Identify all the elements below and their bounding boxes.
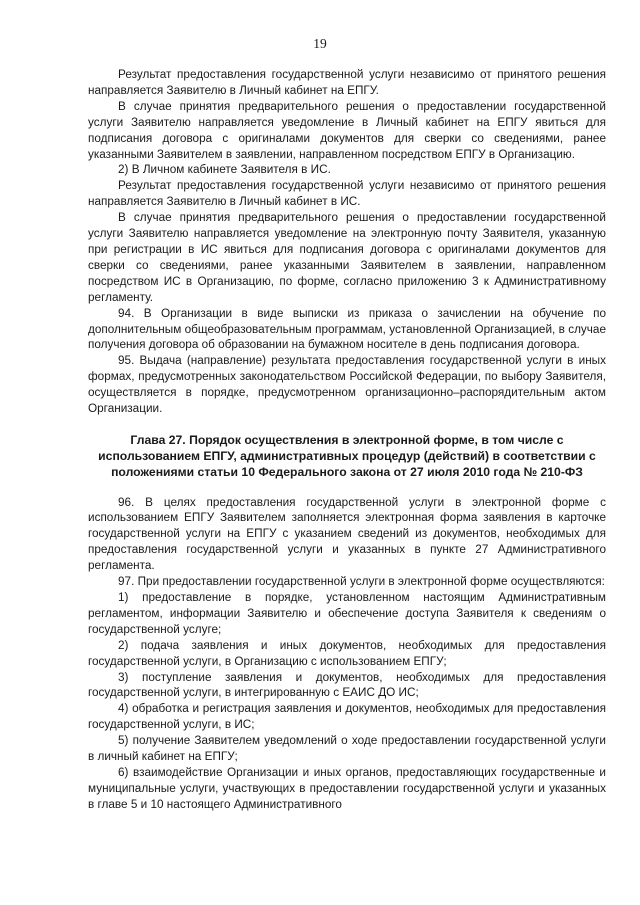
paragraph-result-is: Результат предоставления государственной услуги независимо от принятого решения направляется Заявителю в Личный кабинет в ИС. (88, 179, 606, 209)
list-item-5: 5) получение Заявителем уведомлений о ходе предоставлении государственной услуги в личный кабинет на ЕПГУ; (88, 734, 606, 764)
list-item-6: 6) взаимодействие Организации и иных органов, предоставляющих государственные и муниципальные услуги, участвующих в предоставлении государственной услуги и указанных в главе 5 и 10 настоящего Административного (88, 765, 606, 811)
list-item-3: 3) поступление заявления и документов, необходимых для предоставления государственной услуги, в интегрированную с ЕАИС ДО ИС; (88, 670, 606, 700)
paragraph-95: 95. Выдача (направление) результата предоставления государственной услуги в иных формах, предусмотренных законодательством Российской Федерации, по выбору Заявителя, осуществляется в порядке, предусмотренном организационно–распорядительным актом Организации. (88, 354, 606, 416)
list-item-1: 1) предоставление в порядке, установленном настоящим Административным регламентом, информации Заявителю и обеспечение доступа Заявителя к сведениям о государственной услуге; (88, 590, 606, 636)
chapter-27-heading: Глава 27. Порядок осуществления в электронной форме, в том числе с использованием ЕПГУ, административных процедур (действий) в соответствии с положениями статьи 10 Федерального закона от 27 июля 2010 года № 210-ФЗ (98, 432, 596, 480)
paragraph-97: 97. При предоставлении государственной услуги в электронной форме осуществляются: (118, 575, 605, 589)
page-content (88, 67, 606, 813)
paragraph-item-2-is: 2) В Личном кабинете Заявителя в ИС. (118, 163, 331, 177)
page-number: 19 (313, 36, 327, 51)
list-item-4: 4) обработка и регистрация заявления и документов, необходимых для предоставления государственной услуги, в ИС; (88, 702, 606, 732)
paragraph-preliminary-epgu: В случае принятия предварительного решения о предоставлении государственной услуги Заявителю направляется уведомление в Личный кабинет на ЕПГУ явиться для подписания договора с оригиналами документов для сверки со сведениями, ранее указанными Заявителем в заявлении, направленном посредством ЕПГУ в Организацию. (88, 99, 606, 161)
paragraph-96: 96. В целях предоставления государственной услуги в электронной форме с использованием ЕПГУ Заявителем заполняется электронная форма заявления в карточке государственной услуги на ЕПГУ с указанием сведений из документов, необходимых для предоставления государственной услуги и указанных в пункте 27 Административного регламента. (88, 495, 606, 573)
paragraph-94: 94. В Организации в виде выписки из приказа о зачислении на обучение по дополнительным общеобразовательным программам, установленной Организацией, в случае получения договора об образовании на бумажном носителе в день подписания договора. (88, 306, 606, 352)
list-item-2: 2) подача заявления и иных документов, необходимых для предоставления государственной услуги, в Организацию с использованием ЕПГУ; (88, 638, 606, 668)
paragraph-preliminary-is: В случае принятия предварительного решения о предоставлении государственной услуги Заявителю направляется уведомление на электронную почту Заявителя, указанную при регистрации в ИС явиться для подписания договора с оригиналами документов для сверки со сведениями, ранее указанными Заявителем в заявлении, направленном посредством ИС в Организацию, по форме, согласно приложению 3 к Административному регламенту. (88, 211, 606, 304)
paragraph-result-epgu: Результат предоставления государственной услуги независимо от принятого решения направляется Заявителю в Личный кабинет на ЕПГУ. (88, 68, 606, 97)
